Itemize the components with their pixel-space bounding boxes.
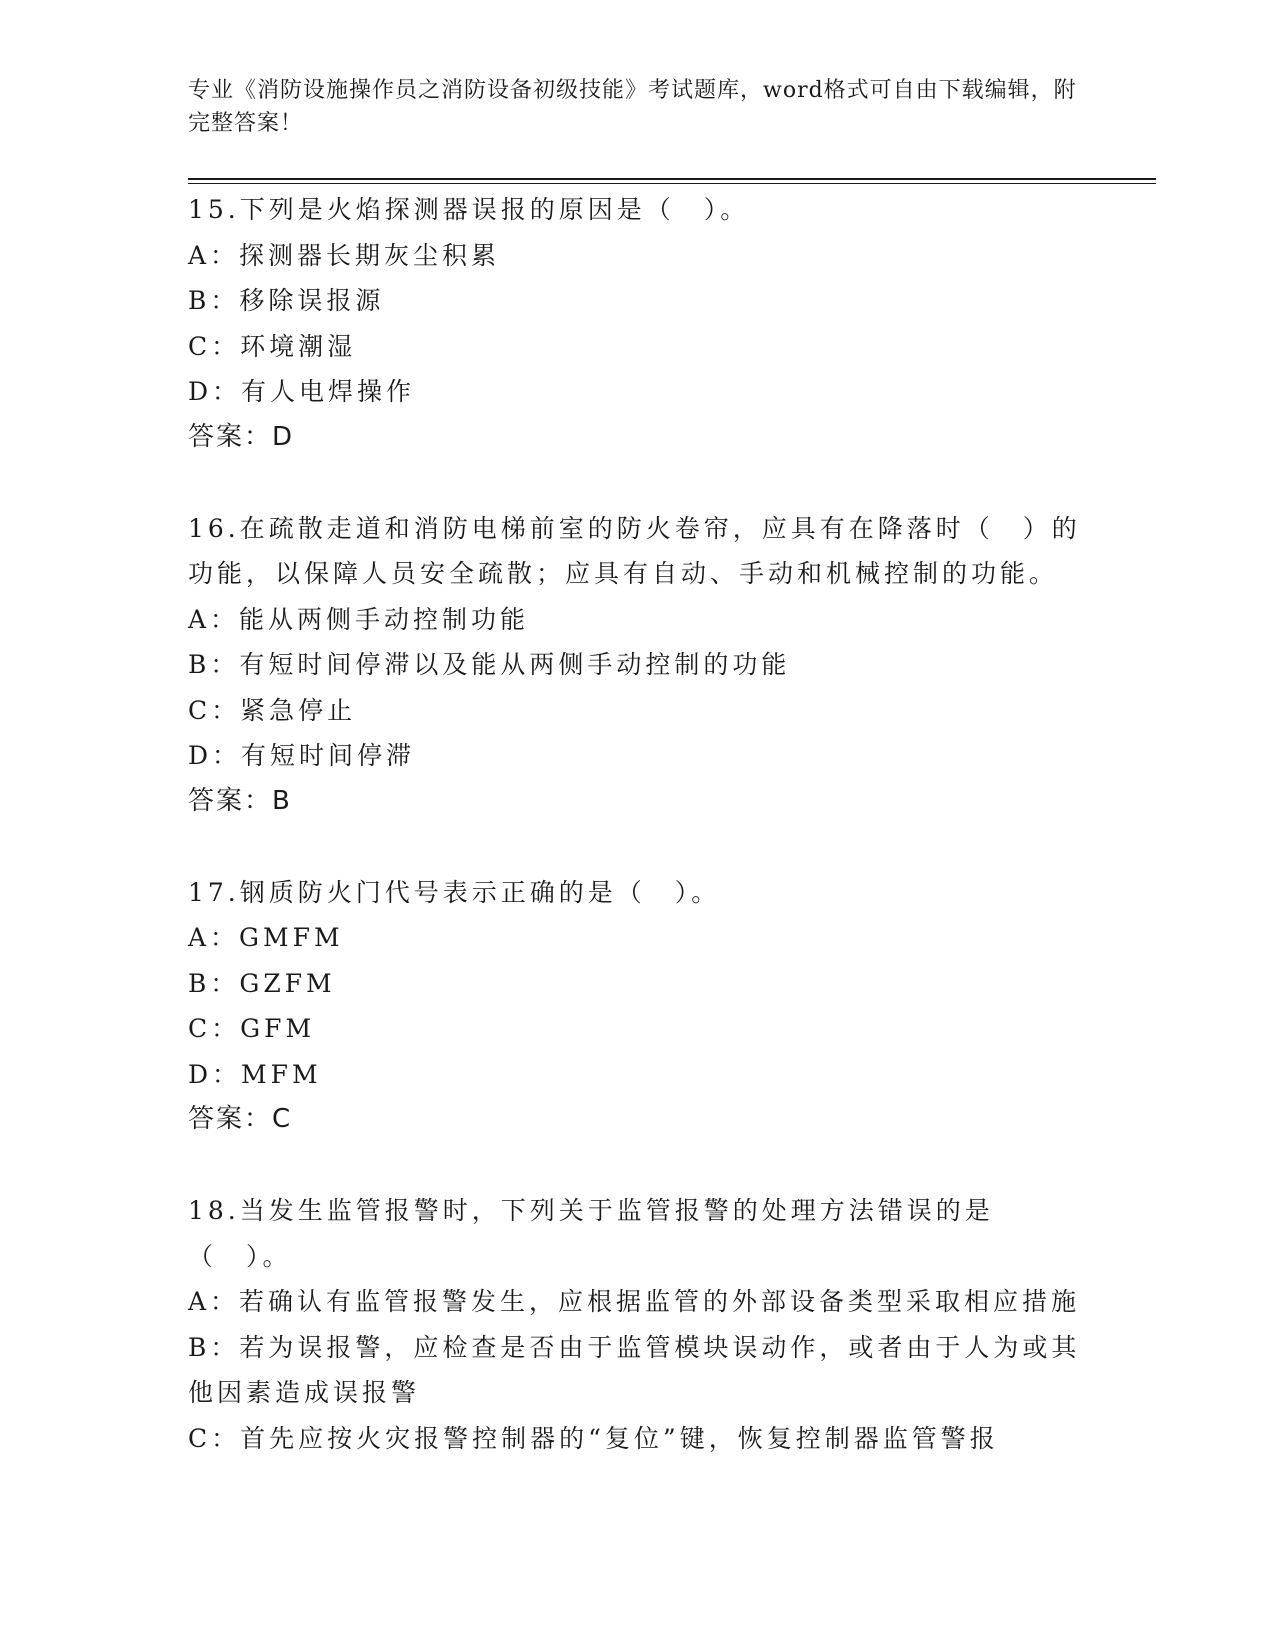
question-16 xyxy=(188,506,1088,825)
option-c: C：环境潮湿 xyxy=(188,331,357,361)
option-a: A：探测器长期灰尘积累 xyxy=(188,240,501,270)
question-stem: 15.下列是火焰探测器误报的原因是（ ）。 xyxy=(188,195,750,224)
option-a: A：若确认有监管报警发生，应根据监管的外部设备类型采取相应措施 xyxy=(188,1287,1081,1316)
question-stem: 16.在疏散走道和消防电梯前室的防火卷帘，应具有在降落时（ ）的功能，以保障人员安全疏散；应具有自动、手动和机械控制的功能。 xyxy=(188,513,1081,588)
answer-line: 答案：B xyxy=(188,785,292,816)
header-rule-thick xyxy=(188,178,1156,180)
option-c: C：首先应按火灾报警控制器的“复位”键，恢复控制器监管警报 xyxy=(188,1423,999,1453)
question-17 xyxy=(188,870,1088,1143)
question-list xyxy=(188,187,1088,1461)
option-b: B：GZFM xyxy=(188,968,336,998)
question-stem: 18.当发生监管报警时，下列关于监管报警的处理方法错误的是（ ）。 xyxy=(188,1196,994,1271)
document-header: 专业《消防设施操作员之消防设备初级技能》考试题库，word格式可自由下载编辑，附完整答案！ xyxy=(188,78,1077,136)
question-stem: 17.钢质防火门代号表示正确的是（ ）。 xyxy=(188,877,721,907)
question-15 xyxy=(188,187,1088,460)
answer-line: 答案：C xyxy=(188,1104,293,1134)
question-18 xyxy=(188,1188,1088,1461)
option-d: D：有短时间停滞 xyxy=(188,741,416,770)
option-b: B：有短时间停滞以及能从两侧手动控制的功能 xyxy=(188,650,791,679)
option-d: D：有人电焊操作 xyxy=(188,377,416,406)
option-d: D：MFM xyxy=(188,1059,322,1089)
option-a: A：GMFM xyxy=(188,923,344,952)
option-c: C：紧急停止 xyxy=(188,695,357,725)
header-rule-thin xyxy=(188,183,1156,184)
option-a: A：能从两侧手动控制功能 xyxy=(188,604,530,634)
answer-line: 答案：D xyxy=(188,421,295,452)
option-b: B：移除误报源 xyxy=(188,286,385,315)
option-b: B：若为误报警，应检查是否由于监管模块误动作，或者由于人为或其他因素造成误报警 xyxy=(188,1332,1081,1407)
option-c: C：GFM xyxy=(188,1014,316,1043)
